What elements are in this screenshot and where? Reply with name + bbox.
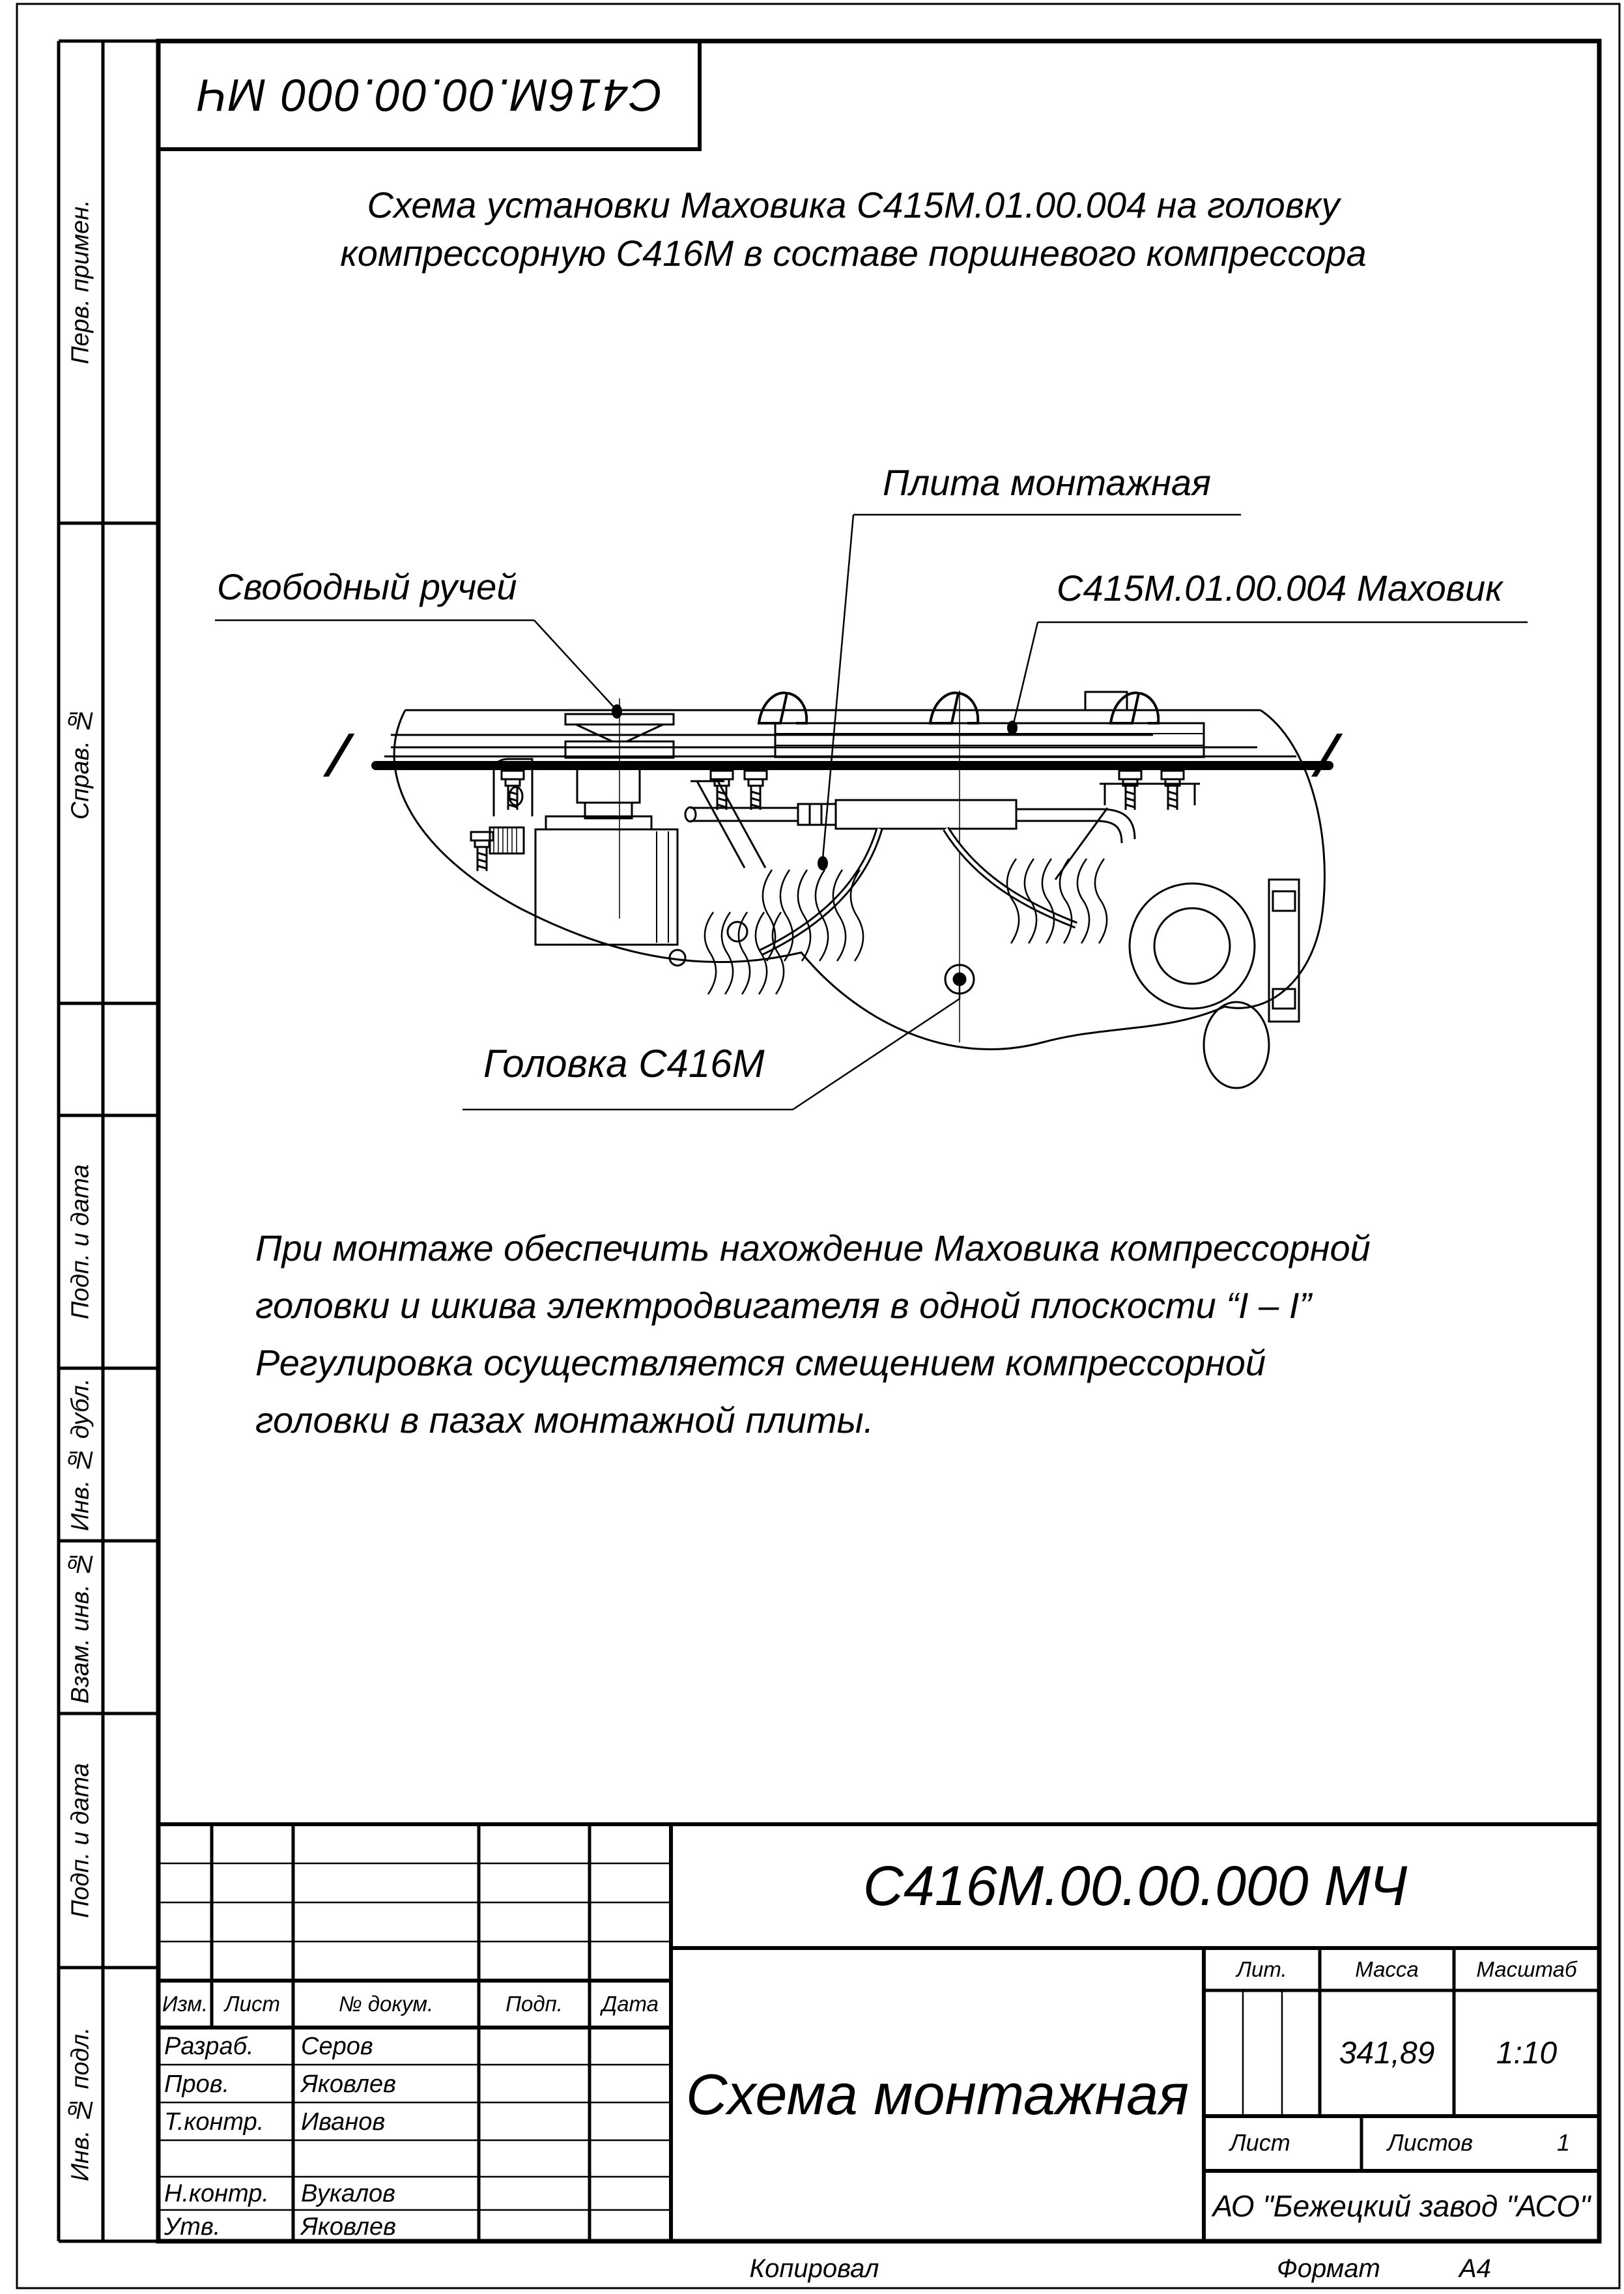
- margin-label-inv-no-podl: Инв. № подл.: [66, 2027, 94, 2182]
- footer-kopiroval: Копировал: [749, 2254, 879, 2283]
- tb-list-label: Лист: [1230, 2129, 1290, 2156]
- tb-row-role: Н.контр.: [164, 2180, 269, 2207]
- tb-header-doc-no: № докум.: [338, 1992, 434, 2016]
- top-stamp: [158, 41, 700, 149]
- tb-listov-label: Листов: [1388, 2129, 1474, 2156]
- tb-row-name: Яковлев: [301, 2071, 396, 2098]
- callout-free-groove: Свободный ручей: [217, 566, 517, 607]
- section-mark-left: I: [315, 721, 361, 790]
- tb-designation: С416М.00.00.000 МЧ: [862, 1854, 1408, 1917]
- margin-label-vzam-inv-no: Взам. инв. №: [66, 1550, 94, 1704]
- manifold: [685, 800, 1135, 843]
- tb-header-podp: Подп.: [506, 1992, 563, 2016]
- tb-masshtab-label: Масштаб: [1476, 1957, 1577, 1981]
- tb-header-list: Лист: [225, 1992, 280, 2016]
- section-mark-right: I: [1303, 721, 1349, 790]
- tb-row-name: Иванов: [301, 2108, 386, 2136]
- tb-header-izm: Изм.: [162, 1992, 208, 2016]
- tb-lit-label: Лит.: [1236, 1957, 1287, 1981]
- page-title: [248, 181, 1459, 278]
- note-line1: При монтаже обеспечить нахождение Маховика компрессорной: [255, 1227, 1371, 1269]
- note-line2: головки и шкива электродвигателя в одной плоскости “I – I”: [255, 1285, 1312, 1326]
- tb-row-name: Яковлев: [301, 2213, 396, 2241]
- margin-label-podp-i-data-1: Подп. и дата: [66, 1164, 94, 1319]
- margin-label-podp-i-data-2: Подп. и дата: [66, 1763, 94, 1918]
- note-line4: головки в пазах монтажной плиты.: [255, 1399, 874, 1441]
- tb-row-role: Утв.: [164, 2213, 221, 2241]
- callout-plate: Плита монтажная: [883, 462, 1211, 503]
- tb-masshtab-value: 1:10: [1496, 2036, 1558, 2071]
- cylinder-fins: [705, 859, 1107, 994]
- tb-row-role: Т.контр.: [164, 2108, 264, 2136]
- page-title-line2: компрессорную С416М в составе поршневого компрессора: [340, 233, 1367, 274]
- tubes: [761, 829, 1076, 953]
- margin-label-sprav-no: Справ. №: [66, 706, 94, 820]
- margin-label-inv-no-dubl: Инв. № дубл.: [66, 1378, 94, 1531]
- margin-label-perv-primen: Перв. примен.: [66, 199, 94, 365]
- footer-format-value: А4: [1459, 2254, 1491, 2283]
- page-title-line1: Схема установки Маховика С415М.01.00.004 на головку: [367, 184, 1340, 225]
- tb-massa-value: 341,89: [1339, 2036, 1435, 2071]
- callout-flywheel: С415М.01.00.004 Маховик: [1057, 567, 1503, 609]
- tb-massa-label: Масса: [1355, 1957, 1419, 1981]
- tb-row-name: Серов: [301, 2033, 373, 2060]
- right-assembly: [1130, 880, 1299, 1088]
- callout-head: Головка С416М: [483, 1042, 765, 1085]
- tb-row-role: Пров.: [164, 2071, 230, 2098]
- top-stamp-designation: С416М.00.00.000 МЧ: [195, 70, 662, 121]
- compressor-assembly-drawing: [376, 691, 1329, 1088]
- note-line3: Регулировка осуществляется смещением компрессорной: [255, 1342, 1266, 1383]
- tb-company: АО "Бежецкий завод "АСО": [1212, 2189, 1591, 2223]
- tb-document-name: Схема монтажная: [685, 2062, 1190, 2127]
- tb-listov-value: 1: [1557, 2129, 1571, 2156]
- tb-row-role: Разраб.: [164, 2033, 254, 2060]
- assembly-note: [255, 1220, 1558, 1449]
- tb-header-data: Дата: [601, 1992, 659, 2016]
- footer-format-label: Формат: [1277, 2254, 1380, 2283]
- tb-row-name: Вукалов: [301, 2180, 395, 2207]
